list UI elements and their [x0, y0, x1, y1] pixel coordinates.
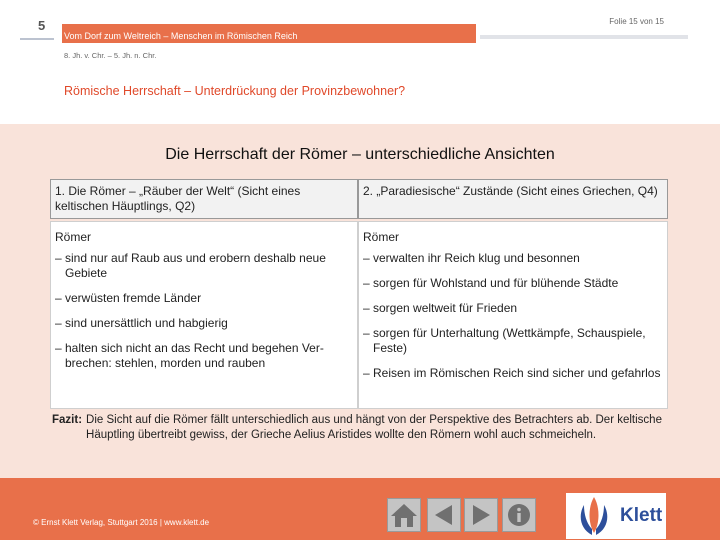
- home-icon: [390, 502, 418, 528]
- klett-logo-text: Klett: [620, 505, 663, 526]
- list-item: – halten sich nicht an das Recht und begehen Ver-brechen: stehlen, morden und rauben: [55, 341, 324, 370]
- copyright: © Ernst Klett Verlag, Stuttgart 2016 | www.klett.de: [33, 518, 210, 527]
- column-1-label: Römer: [55, 230, 92, 244]
- klett-logo: [566, 493, 666, 539]
- column-2-label: Römer: [363, 230, 400, 244]
- list-item: – sorgen weltweit für Frieden: [363, 301, 518, 315]
- back-icon: [432, 503, 456, 527]
- info-button[interactable]: [502, 498, 536, 532]
- content-heading: Die Herrschaft der Römer – unterschiedliche Ansichten: [165, 146, 555, 163]
- list-item: – verwüsten fremde Länder: [55, 291, 202, 305]
- list-item: – sorgen für Wohlstand und für blühende Städte: [363, 276, 619, 290]
- column-2-header: 2. „Paradiesische“ Zustände (Sicht eines Griechen, Q4): [358, 179, 668, 219]
- conclusion: [52, 413, 692, 443]
- header-rule: [480, 35, 688, 39]
- back-button[interactable]: [427, 498, 461, 532]
- header-title: Vom Dorf zum Weltreich – Menschen im Römischen Reich: [64, 31, 298, 41]
- list-item: – verwalten ihr Reich klug und besonnen: [363, 251, 580, 265]
- list-item: – sorgen für Unterhaltung (Wettkämpfe, Schauspiele, Feste): [363, 326, 646, 355]
- conclusion-label: Fazit:: [52, 414, 83, 426]
- forward-button[interactable]: [464, 498, 498, 532]
- column-1-body: [50, 221, 358, 409]
- slide-subtitle: Römische Herrschaft – Unterdrückung der Provinzbewohner?: [64, 84, 406, 98]
- list-item: – sind unersättlich und habgierig: [55, 316, 228, 330]
- forward-icon: [469, 503, 493, 527]
- list-item: – Reisen im Römischen Reich sind sicher und gefahrlos: [363, 366, 661, 380]
- column-1-header: 1. Die Römer – „Räuber der Welt“ (Sicht eines keltischen Häuptlings, Q2): [50, 179, 358, 219]
- date-range: 8. Jh. v. Chr. – 5. Jh. n. Chr.: [64, 51, 157, 60]
- conclusion-text: Die Sicht auf die Römer fällt unterschiedlich aus und hängt von der Perspektive des Betrachters ab. Der keltische Häuptling übertreibt gewiss, der Grieche Aelius Aristides wollte den Römern wohl auch schmeicheln.: [86, 414, 662, 441]
- chapter-number: 5: [38, 18, 46, 33]
- info-icon: [506, 502, 532, 528]
- list-item: – sind nur auf Raub aus und erobern deshalb neue Gebiete: [55, 251, 326, 280]
- home-button[interactable]: [387, 498, 421, 532]
- slide-counter: Folie 15 von 15: [609, 17, 664, 26]
- column-2-body: [358, 221, 668, 409]
- klett-tree-icon: [570, 493, 618, 539]
- chapter-underline: [20, 38, 54, 40]
